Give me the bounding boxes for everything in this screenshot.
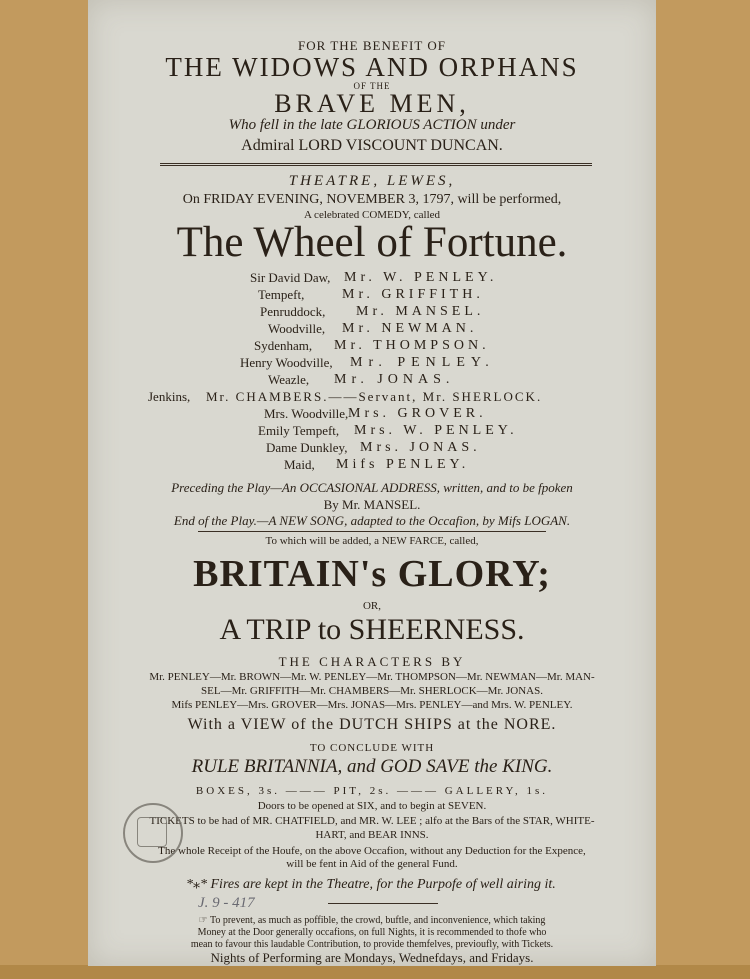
notice-line: Money at the Door generally occafions, on full Nights, it is recommended to thofe who [197, 927, 547, 938]
brave-men-heading: BRAVE MEN, [274, 89, 470, 118]
widows-orphans-heading: THE WIDOWS AND ORPHANS [165, 52, 579, 82]
cast-actor: Mrs. GROVER. [348, 406, 487, 421]
conclude-intro: TO CONCLUDE WITH [309, 742, 435, 754]
cast-role: Henry Woodville, [240, 355, 333, 370]
tickets-line: TICKETS to be had of MR. CHATFIELD, and MR. W. LEE ; alfo at the Bars of the STAR, WHITE- [149, 815, 595, 827]
notice-line: ☞ To prevent, as much as poffible, the crowd, buftle, and inconvenience, which taking [198, 915, 546, 926]
cast-role: Penruddock, [260, 304, 326, 319]
dutch-ships-view: With a VIEW of the DUTCH SHIPS at the NORE. [187, 716, 557, 733]
cast-role: Sir David Daw, [250, 270, 331, 285]
comedy-intro: A celebrated COMEDY, called [303, 209, 441, 221]
farce-intro: To which will be added, a NEW FARCE, called, [265, 535, 479, 547]
header-divider [160, 163, 592, 166]
occasional-address: Preceding the Play—An OCCASIONAL ADDRESS, written, and to be fpoken [171, 480, 573, 495]
characters-line: SEL—Mr. GRIFFITH—Mr. CHAMBERS—Mr. SHERLOCK—Mr. JONAS. [201, 685, 543, 697]
cast-actor: Mr. W. PENLEY. [344, 270, 498, 285]
farce-or: OR, [362, 600, 382, 612]
performing-nights: Nights of Performing are Mondays, Wednefdays, and Fridays. [210, 950, 534, 965]
cast-actor: Mr. CHAMBERS.——Servant, Mr. SHERLOCK. [206, 389, 543, 404]
cast-role: Tempeft, [258, 287, 305, 302]
characters-line: Mr. PENLEY—Mr. BROWN—Mr. W. PENLEY—Mr. THOMPSON—Mr. NEWMAN—Mr. MAN- [149, 671, 595, 683]
admiral-duncan-line: Admiral LORD VISCOUNT DUNCAN. [241, 137, 503, 154]
mount-board [0, 965, 750, 979]
cast-role: Emily Tempeft, [258, 423, 340, 438]
receipt-line: will be fent in Aid of the general Fund. [286, 858, 458, 870]
benefit-line: FOR THE BENEFIT OF [298, 38, 446, 53]
cast-actor: Mr. NEWMAN. [342, 321, 478, 336]
cast-role: Sydenham, [254, 338, 313, 353]
new-song: End of the Play.—A NEW SONG, adapted to the Occafion, by Mifs LOGAN. [173, 513, 571, 528]
performance-date: On FRIDAY EVENING, NOVEMBER 3, 1797, will be performed, [182, 192, 562, 207]
cast-actor: Mr. JONAS. [334, 372, 455, 387]
characters-line: Mifs PENLEY—Mrs. GROVER—Mrs. JONAS—Mrs. PENLEY—and Mrs. W. PENLEY. [171, 699, 573, 711]
cast-role: Maid, [284, 457, 315, 472]
of-the-line: OF THE [353, 81, 391, 91]
farce-subtitle: A TRIP to SHEERNESS. [219, 613, 525, 646]
notice-divider [328, 903, 438, 904]
cast-actor: Mr. GRIFFITH. [342, 287, 484, 302]
museum-stamp [123, 803, 183, 863]
receipt-line: The whole Receipt of the Houfe, on the above Occafion, without any Deduction for the Expence, [158, 845, 586, 857]
notice-line: mean to favour this laudable Contribution, to provide themfelves, previoufly, with Tickets. [190, 939, 554, 950]
fires-notice: *⁎* Fires are kept in the Theatre, for the Purpofe of well airing it. [186, 877, 556, 892]
cast-actor: Mrs. JONAS. [360, 440, 481, 455]
characters-heading: THE CHARACTERS BY [278, 654, 466, 669]
cast-role: Mrs. Woodville, [264, 406, 349, 421]
cast-actor: Mr. PENLEY. [350, 355, 495, 370]
tickets-line: HART, and BEAR INNS. [315, 829, 429, 841]
interlude-divider [198, 531, 546, 532]
cast-actor: Mifs PENLEY. [336, 457, 470, 472]
theatre-lewes: THEATRE, LEWES, [288, 173, 456, 189]
play-title: The Wheel of Fortune. [176, 219, 568, 266]
doors-time: Doors to be opened at SIX, and to begin at SEVEN. [257, 800, 487, 812]
playbill-sheet [88, 0, 656, 966]
ticket-prices: BOXES, 3s. ——— PIT, 2s. ——— GALLERY, 1s. [195, 785, 549, 797]
farce-title: BRITAIN's GLORY; [193, 553, 551, 595]
fell-in-action-line: Who fell in the late GLORIOUS ACTION under [228, 117, 516, 133]
cast-actor: Mr. MANSEL. [356, 304, 485, 319]
cast-actor: Mrs. W. PENLEY. [354, 423, 518, 438]
cast-role: Weazle, [268, 372, 310, 387]
cast-role: Woodville, [268, 321, 326, 336]
cast-actor: Mr. THOMPSON. [334, 338, 490, 353]
closing-songs: RULE BRITANNIA, and GOD SAVE the KING. [191, 756, 553, 777]
handwritten-inscription: J. 9 - 417 [198, 895, 255, 911]
address-by: By Mr. MANSEL. [323, 497, 421, 512]
cast-role: Jenkins, [148, 389, 191, 404]
cast-role: Dame Dunkley, [266, 440, 348, 455]
